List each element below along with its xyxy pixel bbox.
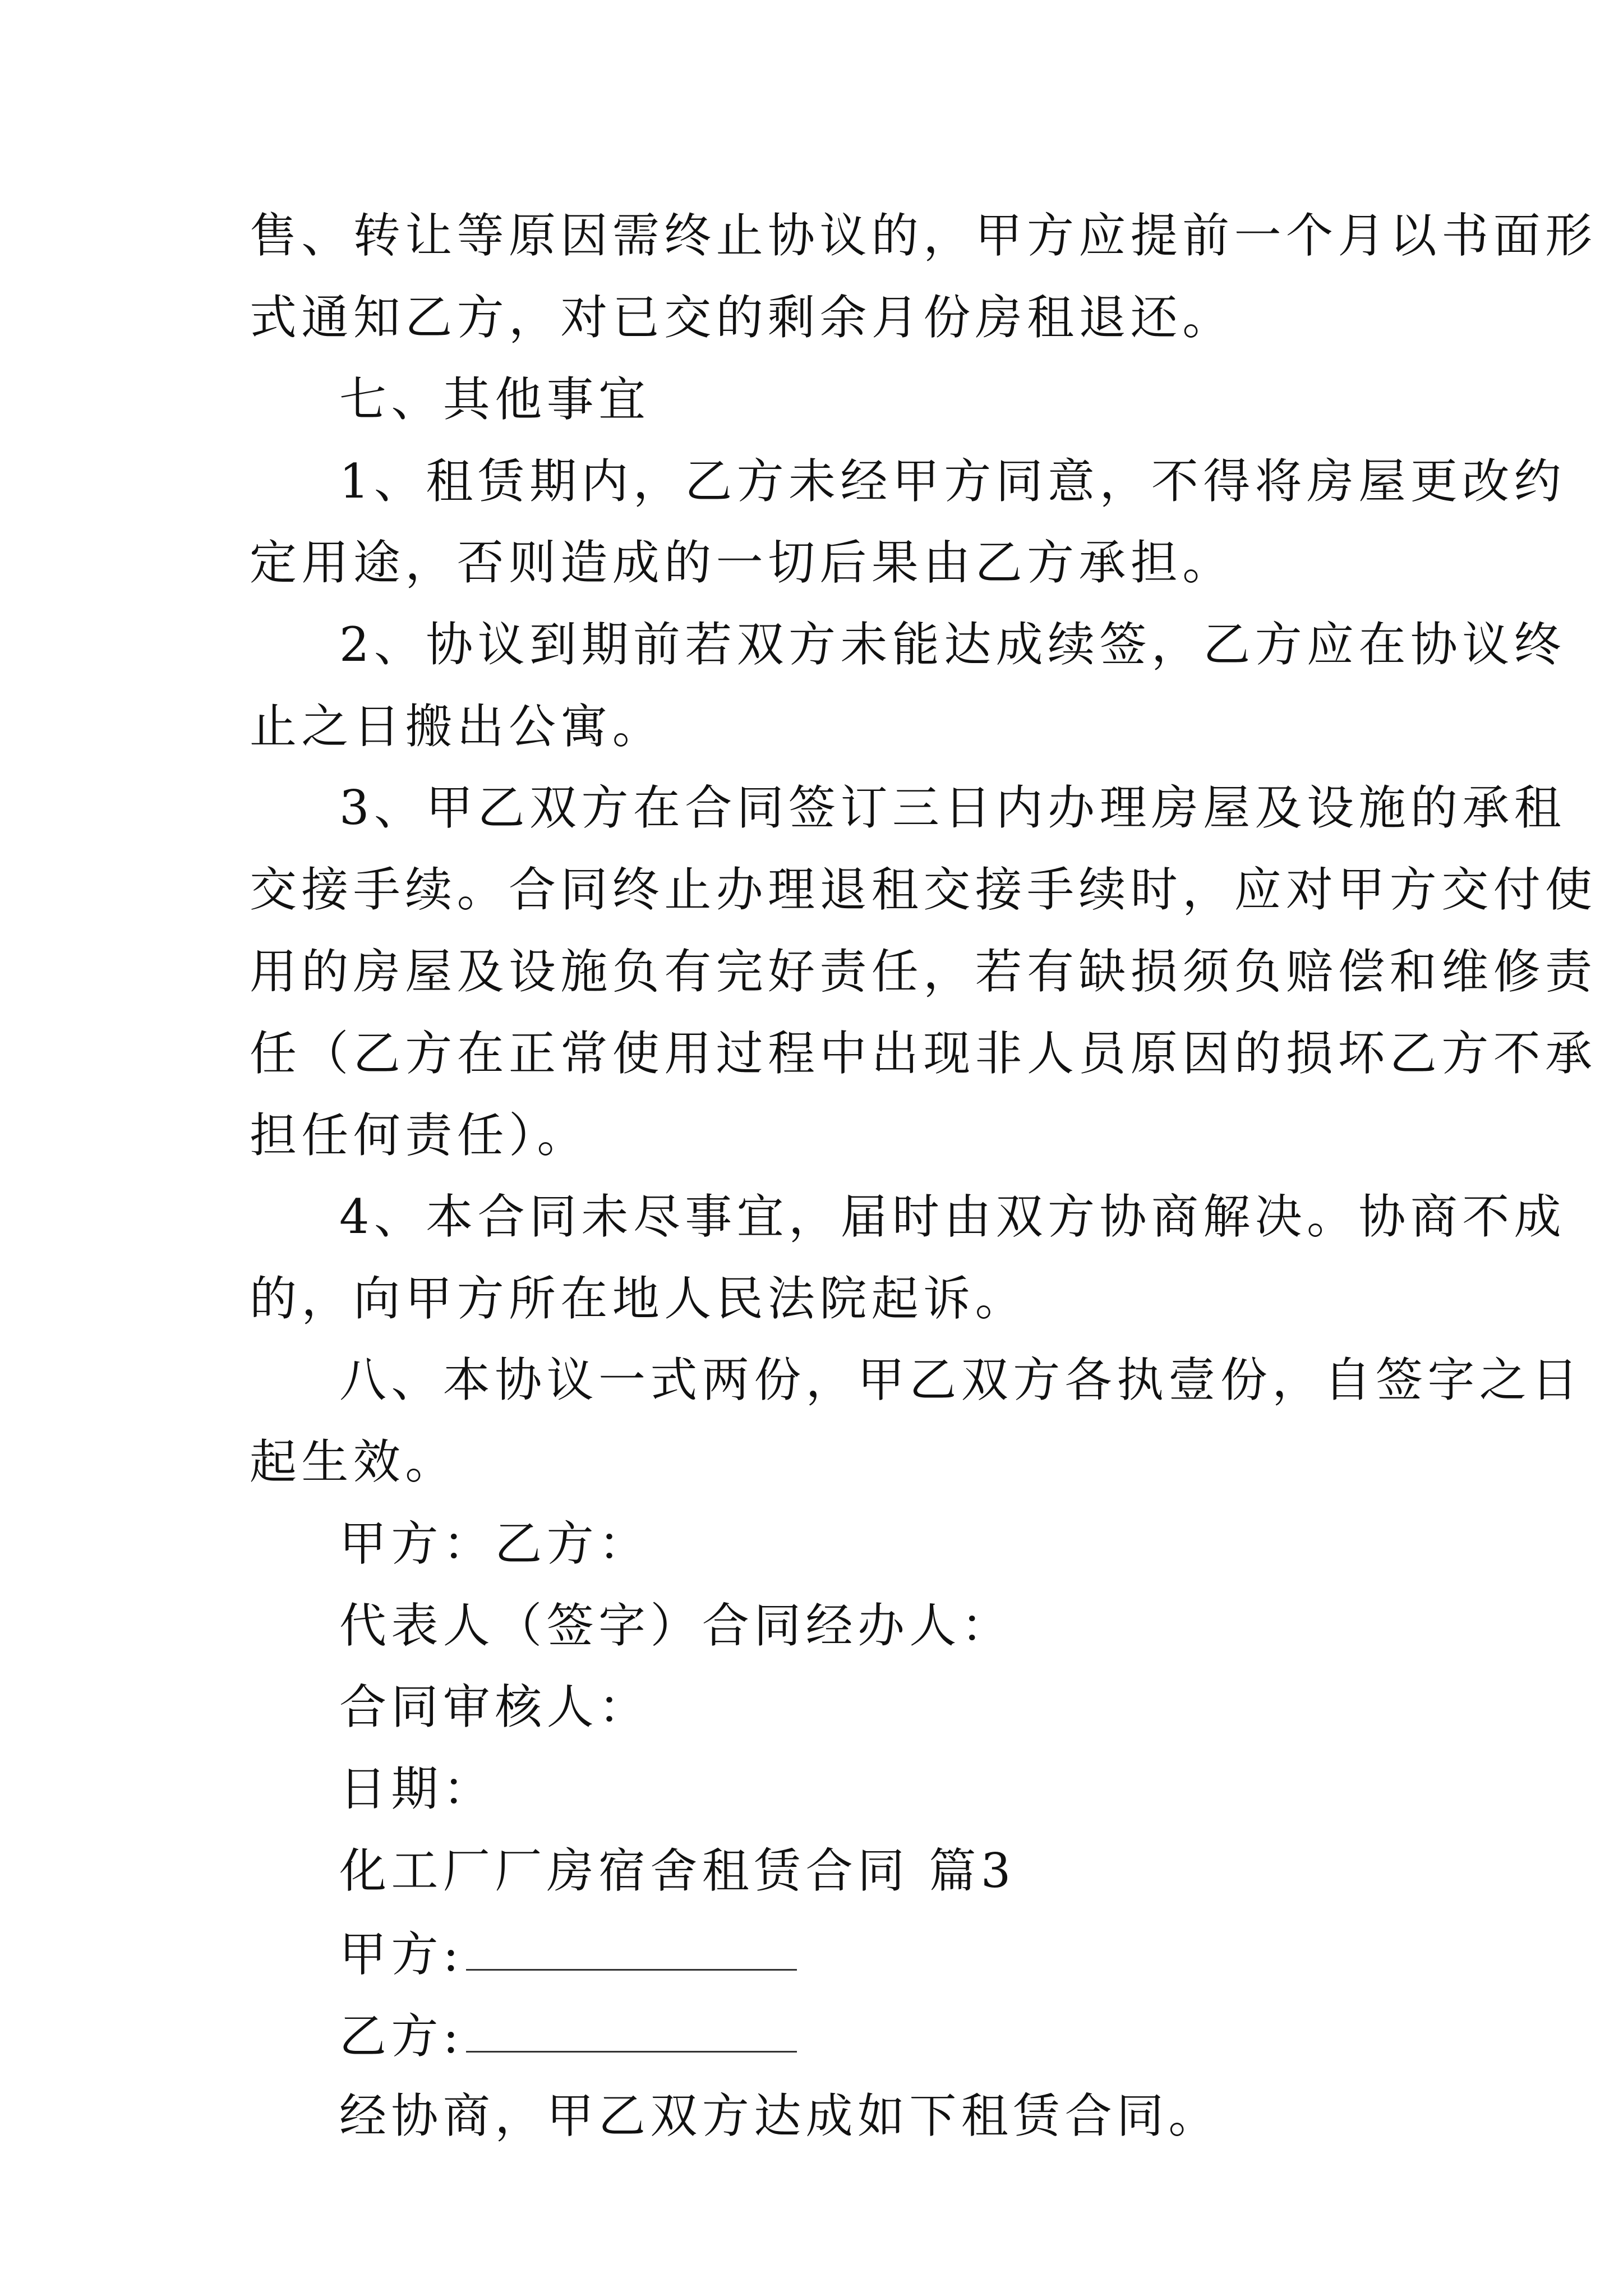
contract-title: 化工厂厂房宿舍租赁合同 篇3 xyxy=(339,1843,1016,1898)
section-heading: 七、其他事宜 xyxy=(339,372,651,427)
text-line: 2、协议到期前若双方未能达成续签，乙方应在协议终 xyxy=(339,617,1566,672)
text-line: 起生效。 xyxy=(250,1434,457,1489)
date-line: 日期： xyxy=(339,1761,495,1816)
text-line: 4、本合同未尽事宜，届时由双方协商解决。协商不成 xyxy=(339,1189,1566,1244)
text-line: 任（乙方在正常使用过程中出现非人员原因的损坏乙方不承 xyxy=(250,1026,1597,1081)
text-line: 1、租赁期内，乙方未经甲方同意，不得将房屋更改约 xyxy=(339,454,1566,509)
text-line: 式通知乙方，对已交的剩余月份房租退还。 xyxy=(250,290,1234,345)
text-line: 的，向甲方所在地人民法院起诉。 xyxy=(250,1271,1027,1326)
party-b-label: 乙方: xyxy=(339,2009,464,2064)
signature-line: 合同审核人： xyxy=(339,1680,651,1734)
signature-line: 代表人（签字）合同经办人： xyxy=(339,1598,1013,1653)
text-line: 用的房屋及设施负有完好责任，若有缺损须负赔偿和维修责 xyxy=(250,944,1597,999)
party-a-field xyxy=(339,1925,1478,1981)
text-line: 售、转让等原因需终止协议的，甲方应提前一个月以书面形 xyxy=(250,208,1597,263)
text-line: 3、甲乙双方在合同签订三日内办理房屋及设施的承租 xyxy=(339,780,1566,835)
text-line: 止之日搬出公寓。 xyxy=(250,699,665,754)
text-line: 交接手续。合同终止办理退租交接手续时，应对甲方交付使 xyxy=(250,862,1597,917)
party-b-blank xyxy=(466,2007,797,2053)
party-b-field xyxy=(339,2007,1478,2063)
text-line: 定用途，否则造成的一切后果由乙方承担。 xyxy=(250,535,1234,590)
text-line: 担任何责任）。 xyxy=(250,1108,589,1163)
party-a-blank xyxy=(466,1925,797,1971)
signature-line: 甲方：乙方： xyxy=(339,1516,651,1571)
party-a-label: 甲方: xyxy=(339,1927,464,1982)
text-line: 经协商，甲乙双方达成如下租赁合同。 xyxy=(339,2088,1220,2143)
text-line: 八、本协议一式两份，甲乙双方各执壹份，自签字之日 xyxy=(339,1352,1583,1407)
